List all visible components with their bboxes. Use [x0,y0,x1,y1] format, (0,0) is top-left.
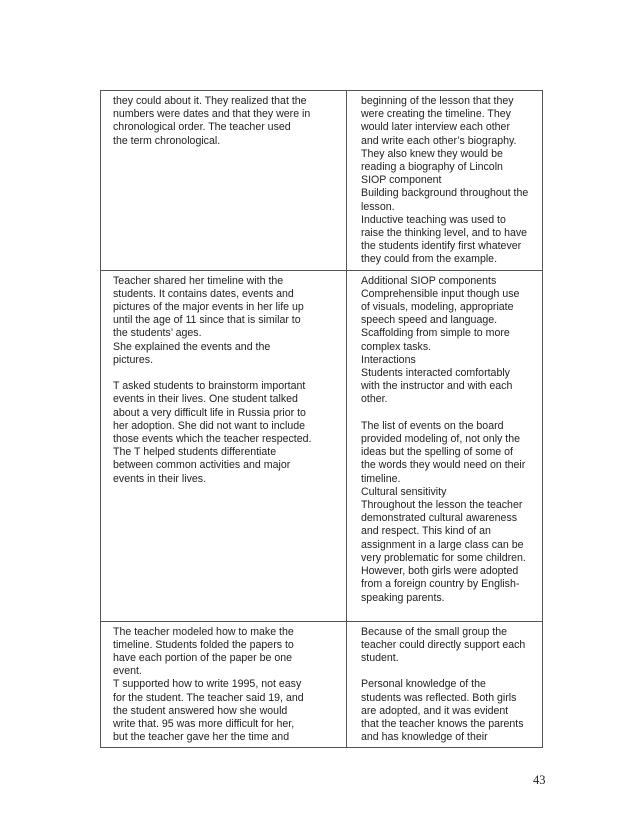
text-line: raise the thinking level, and to have [361,227,528,240]
paragraph-gap [361,665,534,678]
text-line: lesson. [361,200,395,213]
observation-cell [101,621,347,748]
text-line: the term chronological. [113,134,221,147]
text-line: Building background throughout the [361,187,529,200]
text-line: The teacher modeled how to make the [113,625,294,638]
text-line: very problematic for some children. [361,551,526,564]
text-line: Cultural sensitivity [361,485,447,498]
text-line: the student answered how she would [113,704,288,717]
text-line: events in their lives. [113,472,207,485]
text-line: Interactions [361,353,416,366]
text-line: between common activities and major [113,459,291,472]
text-line: about a very difficult life in Russia prior to [113,406,306,419]
text-line: have each portion of the paper be one [113,652,293,665]
text-line: from a foreign country by English- [361,578,520,591]
text-line: The list of events on the board [361,419,504,432]
text-line: are adopted, and it was evident [361,704,509,717]
text-line: write that. 95 was more difficult for her, [113,718,295,731]
text-line: chronological order. The teacher used [113,121,291,134]
text-line: demonstrated cultural awareness [361,512,518,525]
text-line: and respect. This kind of an [361,525,491,538]
text-line: event. [113,665,142,678]
text-line: T asked students to brainstorm important [113,380,306,393]
text-line: Scaffolding from simple to more [361,327,510,340]
commentary-cell [347,621,543,748]
table-row [101,621,543,748]
text-line: they could from the example. [361,253,498,266]
text-line: students was reflected. Both girls [361,691,517,704]
text-line: the students identify first whatever [361,240,522,253]
text-line: timeline. [361,472,401,485]
text-line: T supported how to write 1995, not easy [113,678,302,691]
text-line: pictures of the major events in her life up [113,301,304,314]
text-line: and write each other’s biography. [361,134,517,147]
text-line: and has knowledge of their [361,731,488,744]
text-line: of visuals, modeling, appropriate [361,301,514,314]
text-line: with the instructor and with each [361,380,513,393]
text-line: until the age of 11 since that is similar to [113,314,301,327]
text-line: Teacher shared her timeline with the [113,274,284,287]
text-line: reading a biography of Lincoln [361,161,503,174]
text-line: timeline. Students folded the papers to [113,638,294,651]
text-line: assignment in a large class can be [361,538,524,551]
text-line: ideas but the spelling of some of [361,446,513,459]
text-line: speech speed and language. [361,314,498,327]
page-number: 43 [533,773,546,787]
paragraph-gap [361,407,534,420]
text-line: they could about it. They realized that the [113,95,307,107]
text-line: would later interview each other [361,121,510,134]
table-row [101,270,543,621]
text-line: students. It contains dates, events and [113,287,294,300]
paragraph-gap [113,367,340,380]
text-line: complex tasks. [361,340,432,353]
text-line: However, both girls were adopted [361,565,519,578]
commentary-cell [347,270,543,621]
commentary-cell [347,91,543,271]
text-line: They also knew they would be [361,147,503,160]
text-line: numbers were dates and that they were in [113,108,311,121]
text-line: teacher could directly support each [361,638,526,651]
text-line: Inductive teaching was used to [361,213,506,226]
text-line: pictures. [113,353,154,366]
text-line: provided modeling of, not only the [361,433,521,446]
text-line: events in their lives. One student talked [113,393,298,406]
observation-cell [101,91,347,271]
text-line: that the teacher knows the parents [361,718,524,731]
text-line: She explained the events and the [113,340,271,353]
text-line: student. [361,652,399,665]
text-line: beginning of the lesson that they [361,95,514,107]
observation-cell [101,270,347,621]
text-line: The T helped students differentiate [113,446,277,459]
text-line: Comprehensible input though use [361,287,520,300]
text-line: Students interacted comfortably [361,367,510,380]
text-line: the students’ ages. [113,327,202,340]
lesson-notes-table [100,90,543,748]
text-line: Because of the small group the [361,625,508,638]
text-line: Personal knowledge of the [361,678,486,691]
table-row [101,91,543,271]
text-line: Additional SIOP components [361,274,497,287]
text-line: but the teacher gave her the time and [113,731,290,744]
text-line: SIOP component [361,174,442,187]
text-line: speaking parents. [361,591,445,604]
text-line: for the student. The teacher said 19, and [113,691,304,704]
text-line: her adoption. She did not want to include [113,419,306,432]
text-line: other. [361,393,388,406]
text-line: Throughout the lesson the teacher [361,499,523,512]
text-line: those events which the teacher respected. [113,433,312,446]
text-line: the words they would need on their [361,459,526,472]
text-line: were creating the timeline. They [361,108,511,121]
